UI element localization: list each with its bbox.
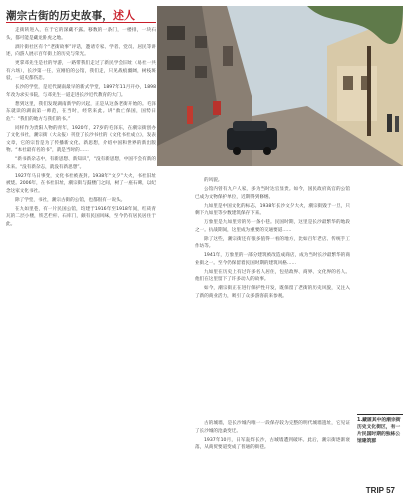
paragraph: 更掌邓先生是社的导游，一路带我们走过了新民学会旧址（易社一共有六场），长沙第一任，宣刚伯的公馆，我们走，只见战痕疆阔，树枝斑驳，一道史都伤悲。 [6, 61, 156, 81]
right-text-column-bottom [195, 420, 350, 498]
street-photo [157, 6, 403, 166]
header-rule [6, 22, 156, 23]
paragraph: 1941年，万象里的一部分建筑被改造成商店，成为当时长沙最繁华的商业街之一。至今仍保留着民国时期的建筑风格…… [195, 253, 350, 266]
paragraph: 万象里是九如里旁的另一条小巷。民国时期，这里是长沙最繁华的地段之一。抗战期间，这里成为重要的交通要道…… [195, 220, 350, 233]
paragraph: 除了学堂，书社，潮宗古街的公馆，也都很有一说头。 [15, 197, 126, 203]
paragraph: 同样作为贵阳人物的青年，1920年，27岁的毛泽东，在潮宗街创办了文化书社，潮宗街（大众报）刊登了长沙书社的《文化书社成立》，发表文章，它的宗旨是为了传播新文化、新思想，介绍中国和世界的新出版物。“本社最有名的书”，就是当时的…… [6, 125, 156, 153]
left-text-column [6, 27, 156, 487]
street-photo-illustration [157, 6, 403, 166]
paragraph: 公馆内曾有九户人家，多为当时达官显贵。如今，国民政府高官的公馆已成为文物保护单位，近期得到修缮。 [195, 187, 350, 200]
paragraph: 长沙的学堂，是近代湖南最早的新式学堂，1897年11月开办，1898年改为求实书院，与邓先生一道走进长沙近代教育的大门。 [6, 85, 156, 98]
paragraph: 九如里是中国文化的标志，1938年长沙文夕大火，潮宗街毁于一旦，只剩下九如里等少数建筑保存下来。 [195, 203, 350, 216]
paragraph: 的风貌。 [204, 178, 223, 183]
headline: 潮宗古街的历史故事， [6, 10, 113, 22]
paragraph: 如今，潮宗街正在进行保护性开发，既保留了老街的历史风貌，又注入了新的商业活力，吸引了众多游客前来参观。 [195, 286, 350, 299]
paragraph: 古的城墙，是长沙城内唯一一段保存较为完整的明代城墙遗址，它见证了长沙城的沧桑变迁。 [195, 421, 350, 434]
paragraph: 1937年10月，日军轰炸长沙，古城墙遭到破坏。此后，潮宗街逐渐衰落，从商贸要道变成了普通的街巷。 [195, 437, 350, 450]
photo-caption: 1.藏匿其中的潮宗街历史文化街区，有一片民国时期的独栋公馆建筑群 [357, 418, 401, 444]
headline-emphasis: 述人 [113, 9, 135, 22]
paragraph: 想到这里，我们发现湖南新学的兴起，正是从这条老街开始的。毛泽东就读的湖南第一师范，在当时，经常来此。讲“救亡保国，国势日危”：“我们的地方与我们的书。” [6, 101, 156, 122]
right-text-column [195, 177, 350, 422]
page-footer: TRIP 57 [365, 486, 395, 495]
paragraph: “新书新杂志中，有新思想、新知识”，“没有新思想，中国不会有新的未来。“没有新杂志，就没有新思想”。 [6, 157, 156, 170]
paragraph: 酒片街社区有个“老街故事”评话，邀请专家、学者、党员、居民等讲述，向游人展示百年街上的历史与荣光。 [6, 44, 156, 57]
paragraph: 1927年马日事变，文化书社被查封。1938年“文夕”大火，书社旧址被烧。2006年，在书社旧址，潮宗街与鼓楼门之间，树了一座石碑，以纪念这家文化书社。 [6, 173, 156, 194]
article-header [6, 4, 156, 26]
paragraph: 九如里在历史上有过许多名人居住，包括政界、商界、文化界的名人。他们在这里留下了许多动人的故事。 [195, 269, 350, 282]
paragraph: 除了这些，潮宗街还有很多值得一看的地方，比如百年老店、传统手工作坊等。 [195, 236, 350, 249]
caption-rule [357, 414, 403, 415]
paragraph: 在九如里巷，有一片民国公馆，均建于1916年至1918年间，红砖青瓦的二层小楼，铁艺栏杆、石库门，颇有民国风味，至今仍有居民居住于此。 [6, 206, 156, 227]
paragraph: 走街转进入，在于它的深藏不露。移数的一条门，一楼排，一块石头，都可能是藏龙卧虎之地。 [6, 28, 156, 41]
